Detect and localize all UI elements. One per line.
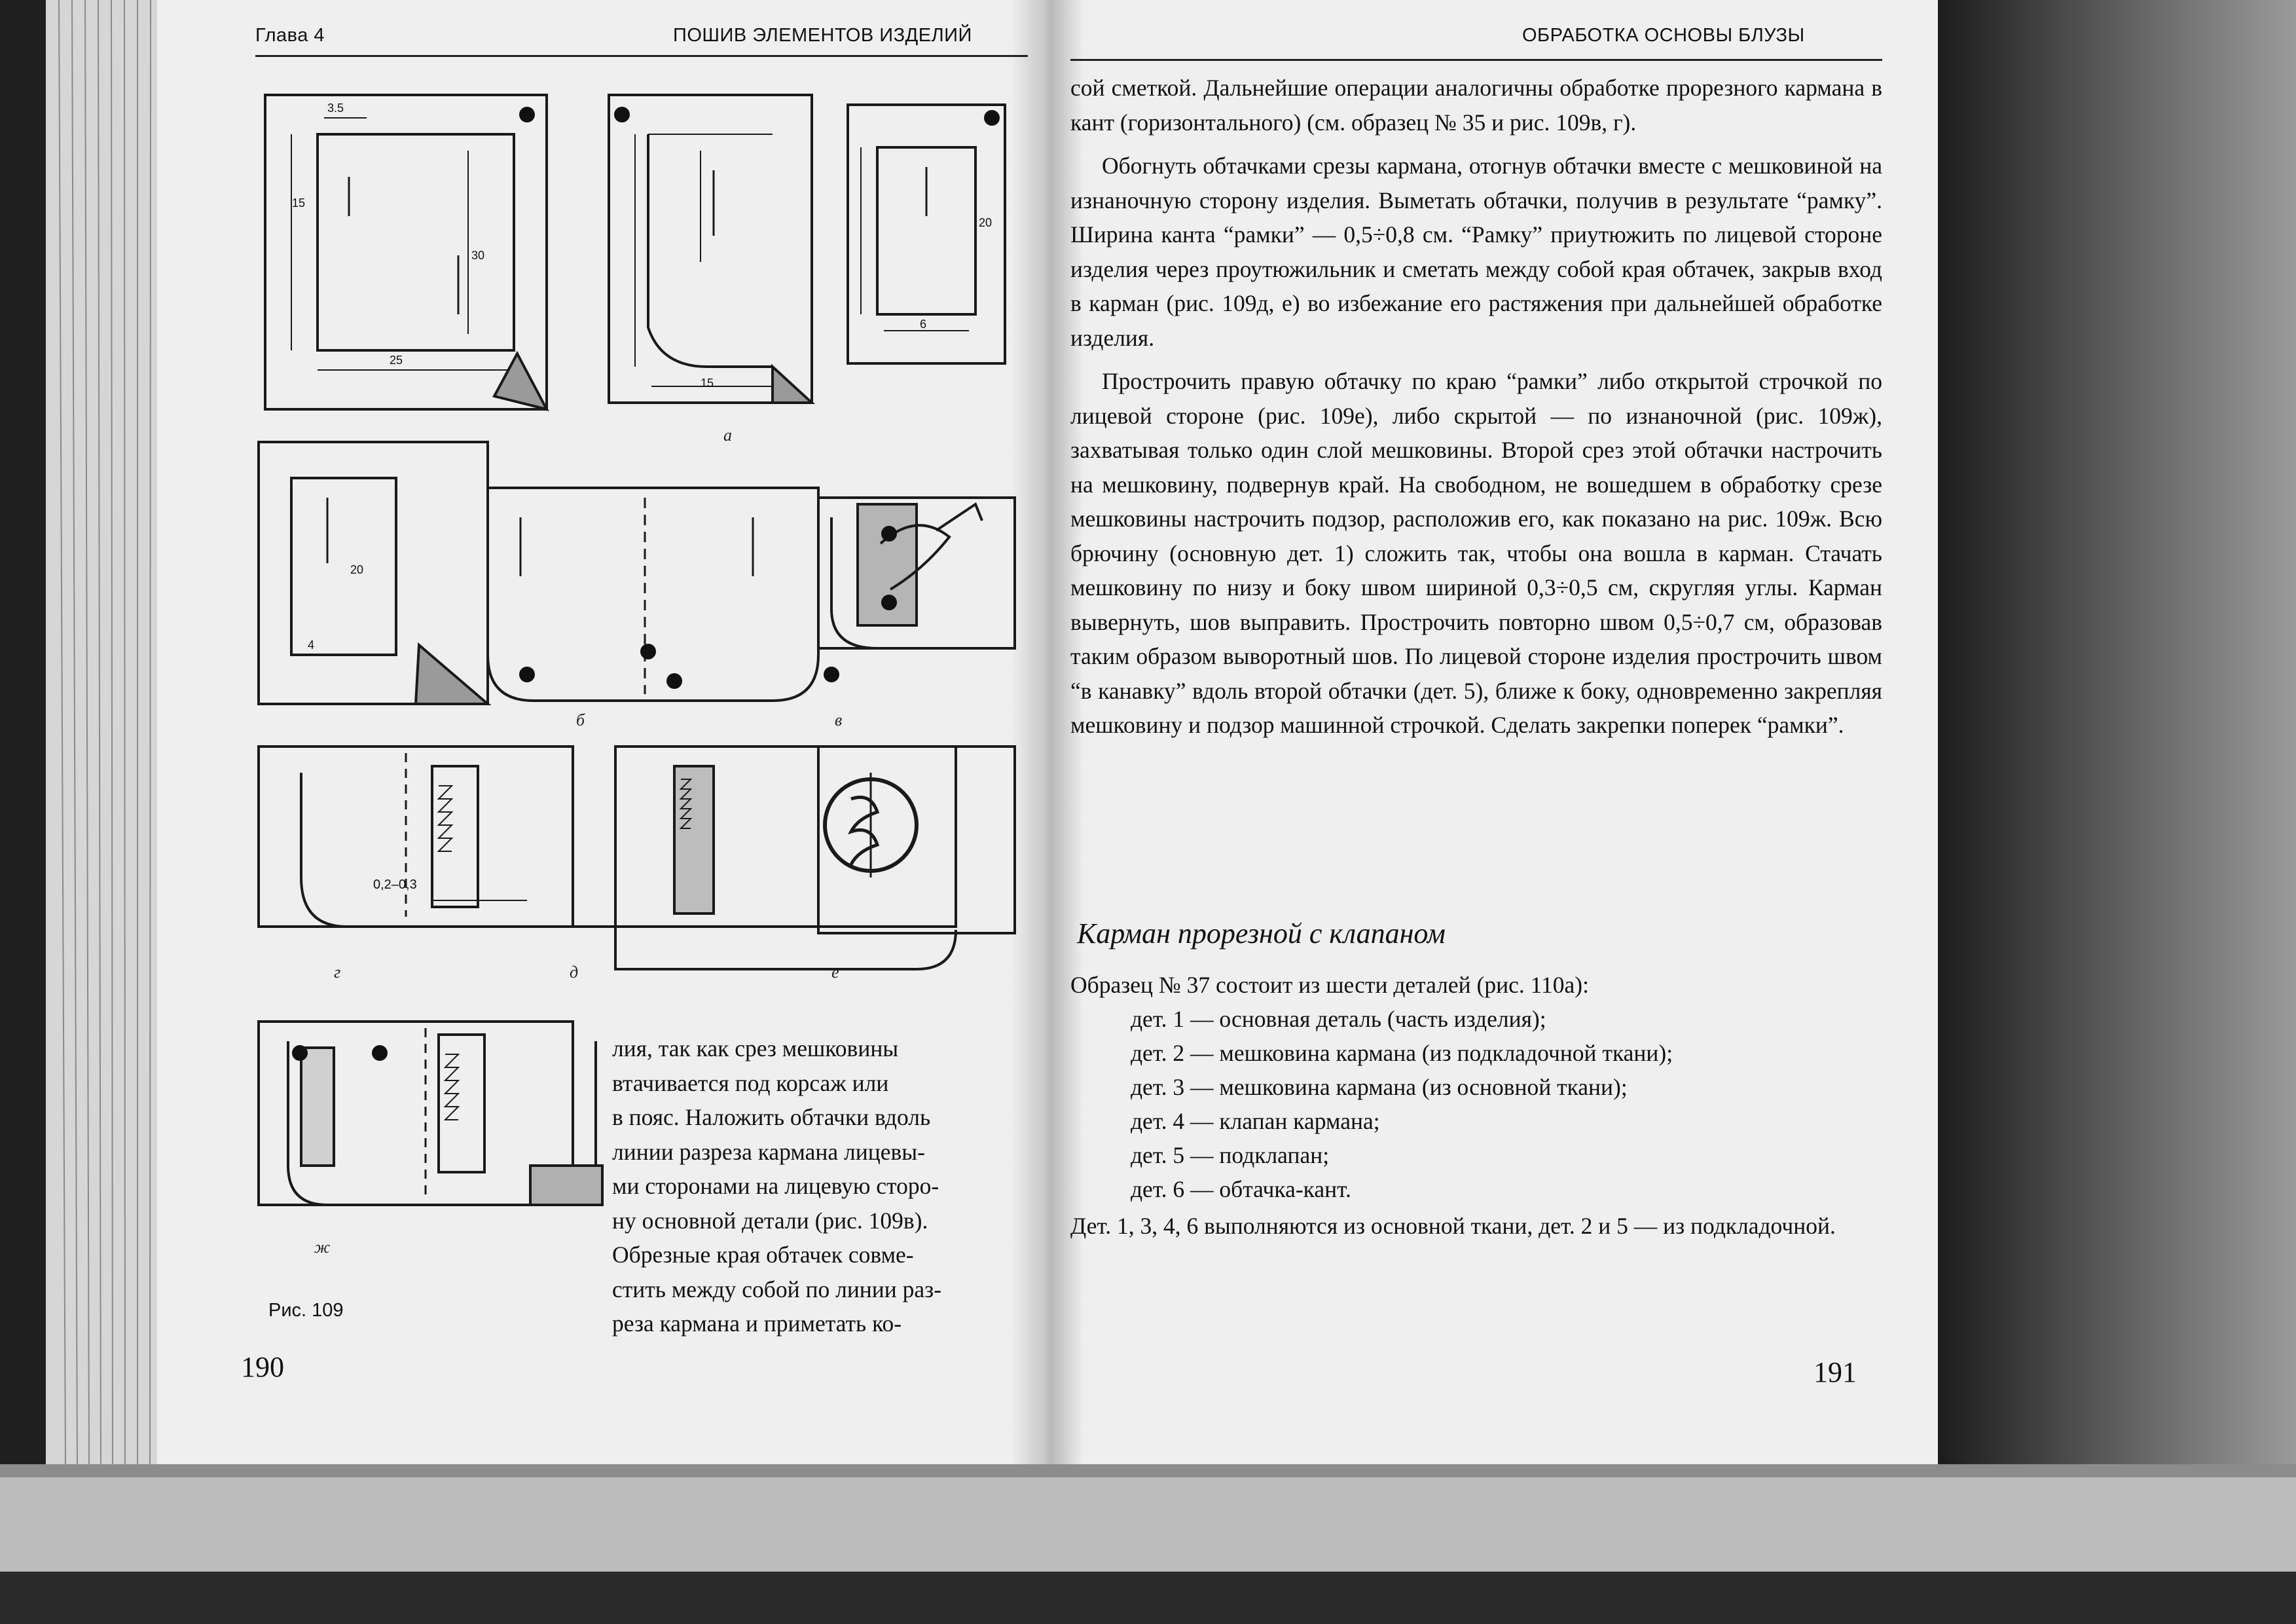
page-number-right: 191 <box>1813 1356 1857 1388</box>
text-line: Обрезные края обтачек совме- <box>612 1242 914 1268</box>
parts-list <box>1070 968 1882 1243</box>
figure-caption: Рис. 109 <box>268 1300 344 1321</box>
dimension-label: 30 <box>471 249 485 262</box>
list-item: дет. 1 — основная деталь (часть изделия); <box>1131 1006 1546 1032</box>
running-head-rule-right <box>1070 59 1882 61</box>
subfigure-label-a: а <box>723 426 732 445</box>
list-item: дет. 6 — обтачка-кант. <box>1131 1176 1351 1202</box>
paragraph: Обогнуть обтачками срезы кармана, отогнув обтачки вместе с мешковиной на изнаночную сторону изделия. Выметать обтачки, получив в результате “рамку”. Ширина канта “рамки” — 0,5÷0,8 см. “Рамку” приутюжить по лицевой стороне изделия через проутюжильник и сметать между собой края обтачек, закрыв вход в карман (рис. 109д, е) во избежание его растяжения при дальнейшей обработке изделия. <box>1070 153 1882 351</box>
page-number-left: 190 <box>241 1351 284 1383</box>
subfigure-label-zh: ж <box>314 1238 331 1257</box>
dimension-label: 20 <box>979 216 993 229</box>
text-line: линии разреза кармана лицевы- <box>612 1138 925 1165</box>
list-intro: Образец № 37 состоит из шести деталей (рис. 110а): <box>1070 972 1589 998</box>
list-item: дет. 5 — подклапан; <box>1131 1142 1330 1168</box>
dimension-label: 25 <box>390 354 403 367</box>
subfigure-label-g: г <box>334 963 341 982</box>
running-head-title: ПОШИВ ЭЛЕМЕНТОВ ИЗДЕЛИЙ <box>673 25 972 46</box>
paragraph: сой сметкой. Дальнейшие операции аналогичны обработке прорезного кармана в кант (горизонтального) (см. образец № 35 и рис. 109в, г). <box>1070 75 1882 136</box>
text-line: ну основной детали (рис. 109в). <box>612 1207 928 1234</box>
section-heading: Карман прорезной с клапаном <box>1077 917 1446 950</box>
dimension-label: 15 <box>701 377 714 390</box>
text-line: в пояс. Наложить обтачки вдоль <box>612 1104 931 1130</box>
paragraph: Прострочить правую обтачку по краю “рамки” либо открытой строчкой по лицевой стороне (рис. 109е), либо скрытой — по изнаночной (рис. 109ж), захватывая только один слой мешковины. Второй срез этой обтачки настрочить на мешковину, подвернув край. На свободном, не вошедшем в обработку срезе мешковины настрочить подзор, расположив его, как показано на рис. 109ж. Всю брючину (основную дет. 1) сложить так, чтобы она вошла в карман. Стачать мешковину по низу и боку швом шириной 0,3÷0,5 см, скругляя углы. Карман вывернуть, шов выправить. Прострочить повторно швом 0,5÷0,7 см, образовав таким образом выворотный шов. По лицевой стороне изделия прострочить швом “в канавку” вдоль второй обтачки (дет. 5), ближе к боку, одновременно закрепляя мешковину и подзор машинной строчкой. Сделать закрепки поперек “рамки”. <box>1070 368 1882 738</box>
dimension-label: 6 <box>920 318 927 331</box>
subfigure-label-e: е <box>831 963 839 982</box>
text-line: реза кармана и приметать ко- <box>612 1310 902 1337</box>
list-item: дет. 3 — мешковина кармана (из основной ткани); <box>1131 1074 1628 1100</box>
list-item: дет. 2 — мешковина кармана (из подкладочной ткани); <box>1131 1040 1673 1066</box>
left-page <box>164 0 1034 1464</box>
dimension-label: 4 <box>308 638 315 652</box>
text-line: ми сторонами на лицевую сторо- <box>612 1173 939 1199</box>
dimension-label: 0,2–0,3 <box>373 877 417 892</box>
text-line: лия, так как срез мешковины <box>612 1035 899 1061</box>
right-page <box>1051 0 1899 1464</box>
text-line: втачивается под корсаж или <box>612 1069 889 1096</box>
subfigure-label-v: в <box>835 710 843 729</box>
dimension-label: 20 <box>350 563 364 576</box>
left-body-text <box>612 1031 1018 1341</box>
right-body-text <box>1070 71 1882 743</box>
text-line: стить между собой по линии раз- <box>612 1276 942 1302</box>
list-item: дет. 4 — клапан кармана; <box>1131 1108 1380 1134</box>
list-tail: Дет. 1, 3, 4, 6 выполняются из основной ткани, дет. 2 и 5 — из подкладочной. <box>1070 1213 1836 1239</box>
subfigure-label-d: д <box>570 963 579 982</box>
dimension-label: 3.5 <box>327 101 344 115</box>
dimension-label: 15 <box>292 196 306 210</box>
running-head-title-right: ОБРАБОТКА ОСНОВЫ БЛУЗЫ <box>1522 25 1805 46</box>
parts-list-items <box>1070 1002 1882 1206</box>
running-head-chapter: Глава 4 <box>255 25 325 46</box>
subfigure-label-b: б <box>576 710 585 729</box>
